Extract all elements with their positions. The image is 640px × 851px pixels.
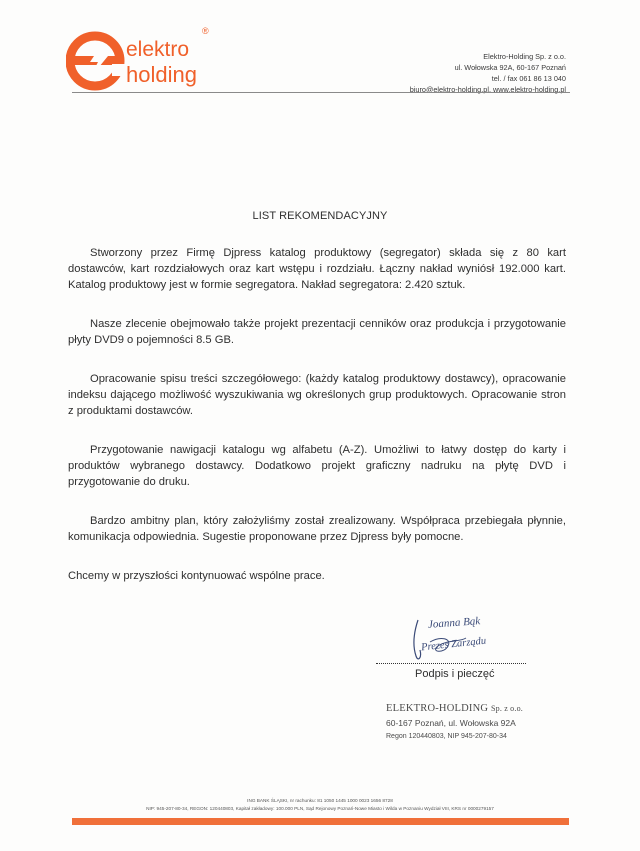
footer-bar	[72, 818, 569, 825]
stamp-company: ELEKTRO-HOLDING	[386, 703, 489, 714]
footer	[0, 797, 640, 813]
signer-name: Joanna Bąk	[427, 615, 481, 631]
paragraph-1: Stworzony przez Firmę Djpress katalog produktowy (segregator) składa się z 80 kart dostawców, kart rozdziałowych oraz kart wstępu i rozdziału. Łączny nakład wyniósł 192.000 kart. Katalog produktowy jest w formie segregatora. Nakład segregatora: 2.420 sztuk.	[68, 247, 566, 291]
company-phone: tel. / fax 061 86 13 040	[491, 74, 566, 83]
company-stamp	[386, 702, 523, 744]
paragraph-3: Opracowanie spisu treści szczegółowego: (każdy katalog produktowy dostawcy), opracowanie indeksu dającego możliwość wyszukiwania wg określonych grup produktowych. Opracowanie stron z produktami dostawców.	[68, 373, 566, 417]
registered-mark: ®	[202, 26, 209, 36]
company-name: Elektro-Holding Sp. z o.o.	[483, 52, 566, 61]
company-contact: biuro@elektro-holding.pl, www.elektro-holding.pl	[409, 85, 566, 94]
stamp-registry: Regon 120440803, NIP 945-207-80-34	[386, 733, 507, 740]
logo-text-elektro: elektro	[126, 38, 190, 61]
header-divider	[72, 92, 570, 93]
signer-role: Prezes Zarządu	[420, 635, 487, 654]
signature-line	[376, 663, 526, 664]
company-header	[410, 51, 566, 95]
company-address: ul. Wołowska 92A, 60-167 Poznań	[454, 63, 566, 72]
logo-e-icon	[66, 26, 128, 96]
footer-bank: ING BANK ŚLĄSKI, nr rachunku: 81 1050 1445 1000 0023 1656 8728	[247, 798, 393, 803]
paragraph-2: Nasze zlecenie obejmowało także projekt prezentacji cenników oraz produkcja i przygotowanie płyty DVD9 o pojemności 8.5 GB.	[68, 318, 566, 346]
closing-sentence: Chcemy w przyszłości kontynuować wspólne prace.	[68, 570, 325, 582]
signature-caption: Podpis i pieczęć	[415, 668, 495, 680]
letter-body	[68, 245, 566, 607]
paragraph-5: Bardzo ambitny plan, który założyliśmy został zrealizowany. Współpraca przebiegała płynnie, komunikacja odpowiednia. Sugestie proponowane przez Djpress były pomocne.	[68, 515, 566, 543]
footer-registry: NIP: 945-207-80-34, REGON: 120440803, Kapitał zakładowy: 100.000 PLN, Sąd Rejonowy Poznań-Nowe Miasto i Wilda w Poznaniu Wydział VIII, KRS nr 0000279157	[146, 806, 494, 811]
paragraph-4: Przygotowanie nawigacji katalogu wg alfabetu (A-Z). Umożliwi to łatwy dostęp do karty i produktów wybranego dostawcy. Dodatkowo projekt graficzny nadruku na płytę DVD i przygotowanie do druku.	[68, 444, 566, 488]
company-logo	[66, 26, 216, 96]
letter-title: LIST REKOMENDACYJNY	[252, 210, 388, 222]
stamp-address: 60-167 Poznań, ul. Wołowska 92A	[386, 718, 516, 728]
stamp-company-suffix: Sp. z o.o.	[490, 704, 523, 713]
logo-text-holding: holding	[126, 62, 197, 87]
